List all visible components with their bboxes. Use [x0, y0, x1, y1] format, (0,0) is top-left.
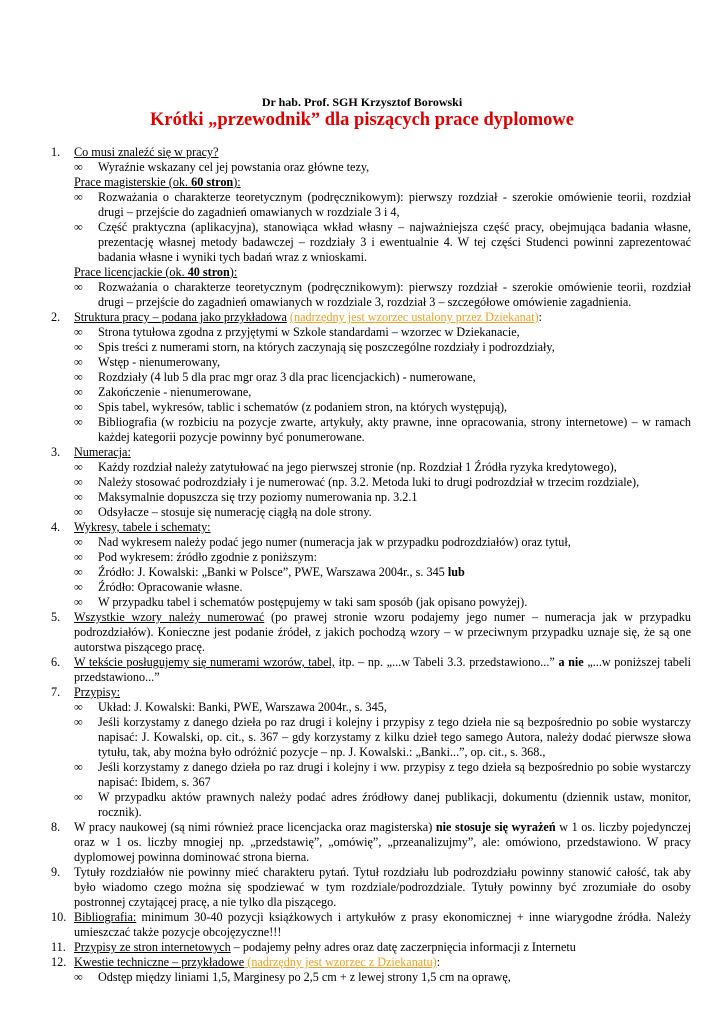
- list-item: ∞ Źródło: Opracowanie własne.: [74, 580, 243, 594]
- section-heading: Wszystkie wzory należy numerować: [74, 610, 265, 624]
- section-heading: Co musi znaleźć się w pracy?: [74, 145, 219, 159]
- list-item: ∞ Rozdziały (4 lub 5 dla prac mgr oraz 3 dla prac licencjackich) - numerowane,: [74, 370, 476, 384]
- section-6: 6. W tekście posługujemy się numerami wzorów, tabel, itp. – np. „...w Tabeli 3.3. przedstawiono...” a nie „...w poniższej tabeli przedstawiono...”: [51, 655, 692, 684]
- section-heading: Bibliografia:: [74, 910, 137, 924]
- section-number: 11.: [51, 940, 66, 954]
- section-5: 5. Wszystkie wzory należy numerować (po prawej stronie wzoru podajemy jego numer – numeracja jak w przypadku podrozdziałów). Konieczne jest podanie źródeł, z jakich pochodzą wzory – w przeciwnym przypadku uznaje się, że są one autorstwa piszącego pracę.: [51, 610, 691, 654]
- section-3: [51, 445, 691, 460]
- list-item: ∞ Należy stosować podrozdziały i je numerować (np. 3.2. Metoda luki to drugi podrozdział w trzecim rozdziale),: [74, 475, 640, 489]
- section-1: [51, 145, 691, 160]
- section-2: 2. Struktura pracy – podana jako przykładowa (nadrzędny jest wzorzec ustalony przez Dziekanat):: [51, 310, 543, 324]
- section-heading: Numeracja:: [74, 445, 131, 459]
- author-line: Dr hab. Prof. SGH Krzysztof Borowski: [261, 95, 463, 109]
- infinity-bullet-icon: ∞: [74, 535, 83, 549]
- infinity-bullet-icon: ∞: [74, 970, 83, 984]
- section-number: 2.: [51, 310, 61, 324]
- list-item: ∞ Rozważania o charakterze teoretycznym (podręcznikowym): pierwszy rozdział - szerokie omówienie teorii, rozdział drugi – przejście do zagadnień omawianych w rozdziale 3, rozdział 3 – szczegółowe omówienie zagadnienia.: [74, 280, 691, 309]
- infinity-bullet-icon: ∞: [74, 595, 83, 609]
- section-heading: Przypisy ze stron internetowych: [74, 940, 231, 954]
- list-item: ∞ Bibliografia (w rozbiciu na pozycje zwarte, artykuły, akty prawne, inne opracowania, strony internetowe) – w ramach każdej kategorii pozycje powinny być ponumerowane.: [74, 415, 691, 444]
- infinity-bullet-icon: ∞: [74, 565, 83, 579]
- list-item: ∞ Strona tytułowa zgodna z przyjętymi w Szkole standardami – wzorzec w Dziekanacie,: [74, 325, 520, 339]
- section-number: 6.: [51, 655, 61, 669]
- section-heading: Przypisy:: [74, 685, 121, 699]
- list-item: ∞ W przypadku aktów prawnych należy podać adres źródłowy danej publikacji, dokumentu (dziennik ustaw, monitor, rocznik).: [74, 790, 691, 819]
- section-heading: Wykresy, tabele i schematy:: [74, 520, 211, 534]
- section-number: 10.: [51, 910, 67, 924]
- subsection-label-mag: Prace magisterskie (ok. 60 stron):: [74, 175, 241, 189]
- list-item: ∞ Wyraźnie wskazany cel jej powstania oraz główne tezy,: [74, 160, 370, 174]
- infinity-bullet-icon: ∞: [74, 355, 83, 369]
- infinity-bullet-icon: ∞: [74, 790, 83, 804]
- list-item: ∞ Spis tabel, wykresów, tablic i schematów (z podaniem stron, na których występują),: [74, 400, 508, 414]
- infinity-bullet-icon: ∞: [74, 760, 83, 774]
- list-item: ∞ Jeśli korzystamy z danego dzieła po raz drugi i kolejny i przypisy z tego dzieła nie są bezpośrednio po sobie wystarczy napisać: J. Kowalski, op. cit., s. 367 – gdy korzystamy z kilku dzieł tego samego Autora, należy dodać pierwsze słowa tytułu, tak, aby można było odróżnić pozycje – np. J. Kowalski.: „Banki...”, op. cit., s. 368.,: [74, 715, 691, 759]
- subsection-label-lic: Prace licencjackie (ok. 40 stron):: [74, 265, 238, 279]
- list-item: ∞ Rozważania o charakterze teoretycznym (podręcznikowym): pierwszy rozdział - szerokie omówienie teorii, rozdział drugi – przejście do zagadnień omawianych w rozdziale 3 i 4,: [74, 190, 691, 219]
- list-item: ∞ W przypadku tabel i schematów postępujemy w taki sam sposób (jak opisano powyżej).: [74, 595, 528, 609]
- section-number: 7.: [51, 685, 61, 699]
- infinity-bullet-icon: ∞: [74, 220, 83, 234]
- infinity-bullet-icon: ∞: [74, 475, 83, 489]
- list-item: ∞ Maksymalnie dopuszcza się trzy poziomy numerowania np. 3.2.1: [74, 490, 418, 504]
- section-heading: Kwestie techniczne – przykładowe: [74, 955, 245, 969]
- section-8: 8. W pracy naukowej (są nimi również prace licencjacka oraz magisterska) nie stosuje się wyrażeń w 1 os. liczby pojedynczej oraz w 1 os. liczby mnogiej np. „przedstawię”, „omówię”, „przeanalizujmy”, ale: omówiono, przedstawiono. W pracy dyplomowej powinna dominować strona bierna.: [51, 820, 692, 864]
- infinity-bullet-icon: ∞: [74, 715, 83, 729]
- section-number: 3.: [51, 445, 61, 459]
- section-12: 12. Kwestie techniczne – przykładowe (nadrzędny jest wzorzec z Dziekanatu):: [51, 955, 441, 969]
- list-item: ∞ Nad wykresem należy podać jego numer (numeracja jak w przypadku podrozdziałów) oraz tytuł,: [74, 535, 571, 549]
- infinity-bullet-icon: ∞: [74, 700, 83, 714]
- list-item: ∞ Każdy rozdział należy zatytułować na jego pierwszej stronie (np. Rozdział 1 Źródła ryzyka kredytowego),: [74, 460, 617, 474]
- infinity-bullet-icon: ∞: [74, 325, 83, 339]
- document-body: [51, 145, 691, 985]
- list-item: ∞ Jeśli korzystamy z danego dzieła po raz drugi i kolejny i ww. przypisy z tego dzieła są bezpośrednio po sobie wystarczy napisać: Ibidem, s. 367: [74, 760, 691, 789]
- section-number: 5.: [51, 610, 61, 624]
- infinity-bullet-icon: ∞: [74, 370, 83, 384]
- document-title: Krótki „przewodnik” dla piszących prace dyplomowe: [150, 110, 574, 130]
- section-heading: Struktura pracy – podana jako przykładowa: [74, 310, 287, 324]
- infinity-bullet-icon: ∞: [74, 190, 83, 204]
- section-11: 11. Przypisy ze stron internetowych – podajemy pełny adres oraz datę zaczerpnięcia informacji z Internetu: [51, 940, 576, 954]
- list-item: ∞ Układ: J. Kowalski: Banki, PWE, Warszawa 2004r., s. 345,: [74, 700, 387, 714]
- section-heading: W tekście posługujemy się numerami wzorów, tabel,: [74, 655, 335, 669]
- list-item: ∞ Spis treści z numerami storn, na których zaczynają się poszczególne rozdziały i podrozdziały,: [74, 340, 555, 354]
- list-item: ∞ Źródło: J. Kowalski: „Banki w Polsce”, PWE, Warszawa 2004r., s. 345 lub: [74, 565, 465, 579]
- infinity-bullet-icon: ∞: [74, 490, 83, 504]
- list-item: ∞ Odstęp między liniami 1,5, Marginesy po 2,5 cm + z lewej strony 1,5 cm na oprawę,: [74, 970, 511, 984]
- infinity-bullet-icon: ∞: [74, 460, 83, 474]
- list-item: ∞ Odsyłacze – stosuje się numerację ciągłą na dole strony.: [74, 505, 372, 519]
- section-7: [51, 685, 691, 700]
- infinity-bullet-icon: ∞: [74, 400, 83, 414]
- section-number: 1.: [51, 145, 61, 159]
- section-9: 9. Tytuły rozdziałów nie powinny mieć charakteru pytań. Tytuł rozdziału lub podrozdziału powinny stanowić całość, tak aby było wiadomo czego można się spodziewać w tym rozdziale/podrozdziale. Tytuły powinny być zrozumiałe do osoby postronnej czytającej pracę, a nie tylko dla piszącego.: [51, 865, 691, 909]
- section-number: 8.: [51, 820, 61, 834]
- list-item: ∞ Wstęp - nienumerowany,: [74, 355, 221, 369]
- list-item: ∞ Zakończenie - nienumerowane,: [74, 385, 252, 399]
- section-10: 10. Bibliografia: minimum 30-40 pozycji książkowych i artykułów z prasy ekonomicznej + inne wiarygodne źródła. Należy umieszczać także pozycje obcojęzyczne!!!: [51, 910, 691, 939]
- infinity-bullet-icon: ∞: [74, 385, 83, 399]
- list-item: ∞ Część praktyczna (aplikacyjna), stanowiąca wkład własny – najważniejsza część pracy, obejmująca badania własne, prezentację własnej metody badawczej – rozdziały 3 i ewentualnie 4. W tej części Studenci powinni zaprezentować badania własne i wyniki tych badań wraz z wnioskami.: [74, 220, 691, 264]
- infinity-bullet-icon: ∞: [74, 505, 83, 519]
- section-number: 4.: [51, 520, 61, 534]
- section-4: [51, 520, 691, 535]
- infinity-bullet-icon: ∞: [74, 340, 83, 354]
- section-number: 12.: [51, 955, 67, 969]
- infinity-bullet-icon: ∞: [74, 580, 83, 594]
- list-item: ∞ Pod wykresem: źródło zgodnie z poniższym:: [74, 550, 317, 564]
- infinity-bullet-icon: ∞: [74, 280, 83, 294]
- orange-note: (nadrzędny jest wzorzec z Dziekanatu): [244, 955, 437, 969]
- infinity-bullet-icon: ∞: [74, 160, 83, 174]
- orange-note: (nadrzędny jest wzorzec ustalony przez Dziekanat): [289, 310, 539, 324]
- section-number: 9.: [51, 865, 61, 879]
- infinity-bullet-icon: ∞: [74, 415, 83, 429]
- infinity-bullet-icon: ∞: [74, 550, 83, 564]
